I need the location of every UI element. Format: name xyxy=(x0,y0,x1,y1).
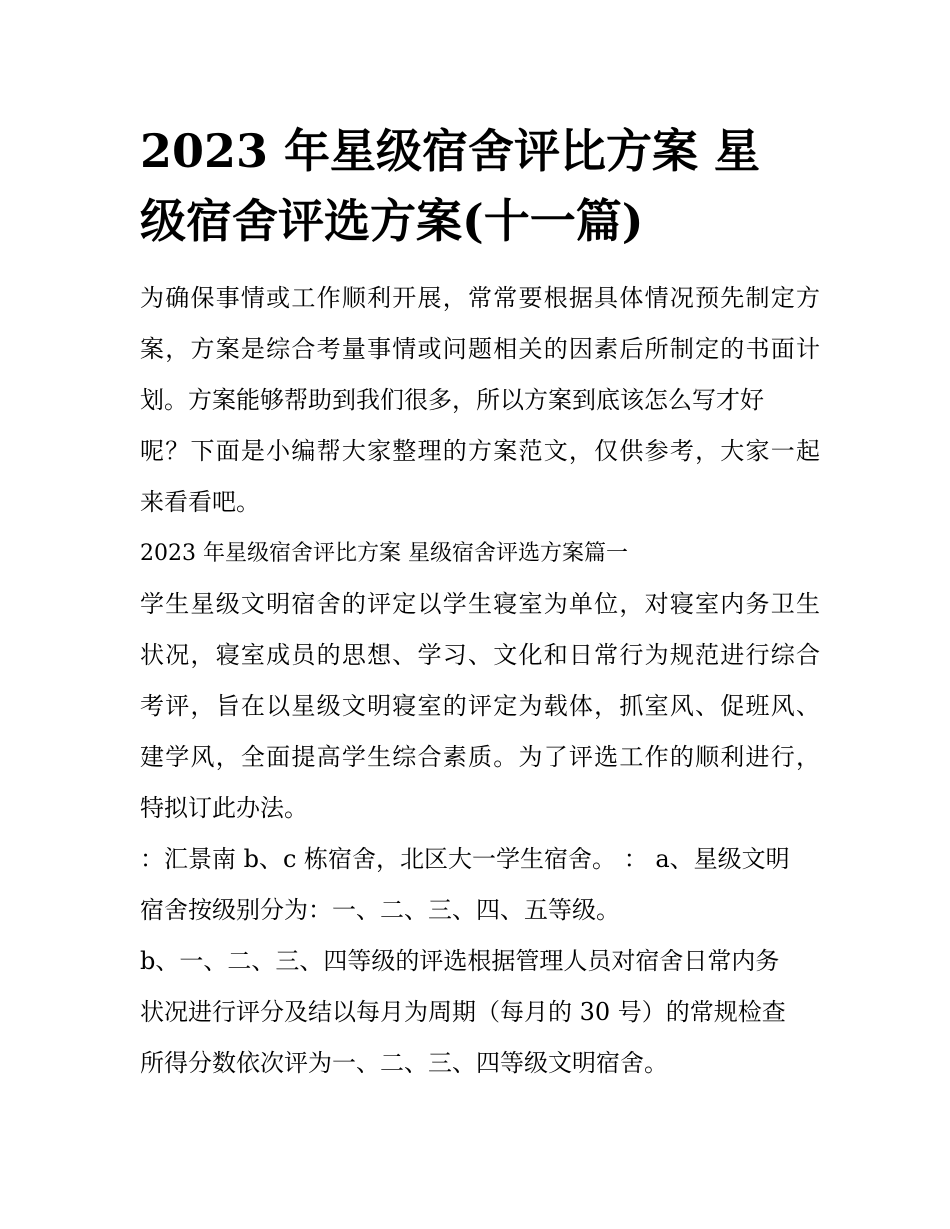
paragraph-line: 为确保事情或工作顺利开展，常常要根据具体情况预先制定方 xyxy=(140,284,820,312)
paragraph-line: b、一、二、三、四等级的评选根据管理人员对宿舍日常内务 xyxy=(140,947,780,975)
paragraph-line: 考评，旨在以星级文明寝室的评定为载体，抓室风、促班风、 xyxy=(140,692,820,720)
paragraph-line: 宿舍按级别分为：一、二、三、四、五等级。 xyxy=(140,896,620,924)
paragraph-line: 划。方案能够帮助到我们很多，所以方案到底该怎么写才好 xyxy=(140,386,764,414)
paragraph-line: 学生星级文明宿舍的评定以学生寝室为单位，对寝室内务卫生 xyxy=(140,590,820,618)
title-line-1: 2023 年星级宿舍评比方案 星 xyxy=(140,124,761,178)
paragraph-line: 特拟订此办法。 xyxy=(140,794,308,822)
paragraph-line: 状况，寝室成员的思想、学习、文化和日常行为规范进行综合 xyxy=(140,641,820,669)
paragraph-line: 来看看吧。 xyxy=(140,488,260,516)
paragraph-line: 所得分数依次评为一、二、三、四等级文明宿舍。 xyxy=(140,1049,668,1077)
document-body xyxy=(140,273,820,1089)
paragraph-line: 建学风，全面提高学生综合素质。为了评选工作的顺利进行， xyxy=(140,743,820,771)
paragraph-line: ：汇景南 b、c 栋宿舍，北区大一学生宿舍。 ： a、星级文明 xyxy=(140,845,790,873)
document-title xyxy=(140,116,820,256)
paragraph-line: 呢？下面是小编帮大家整理的方案范文，仅供参考，大家一起 xyxy=(140,437,820,465)
paragraph-line: 案，方案是综合考量事情或问题相关的因素后所制定的书面计 xyxy=(140,335,820,363)
title-line-2: 级宿舍评选方案(十一篇) xyxy=(140,194,644,248)
section-heading: 2023 年星级宿舍评比方案 星级宿舍评选方案篇一 xyxy=(140,541,628,566)
paragraph-line: 状况进行评分及结以每月为周期（每月的 30 号）的常规检查 xyxy=(140,998,786,1026)
